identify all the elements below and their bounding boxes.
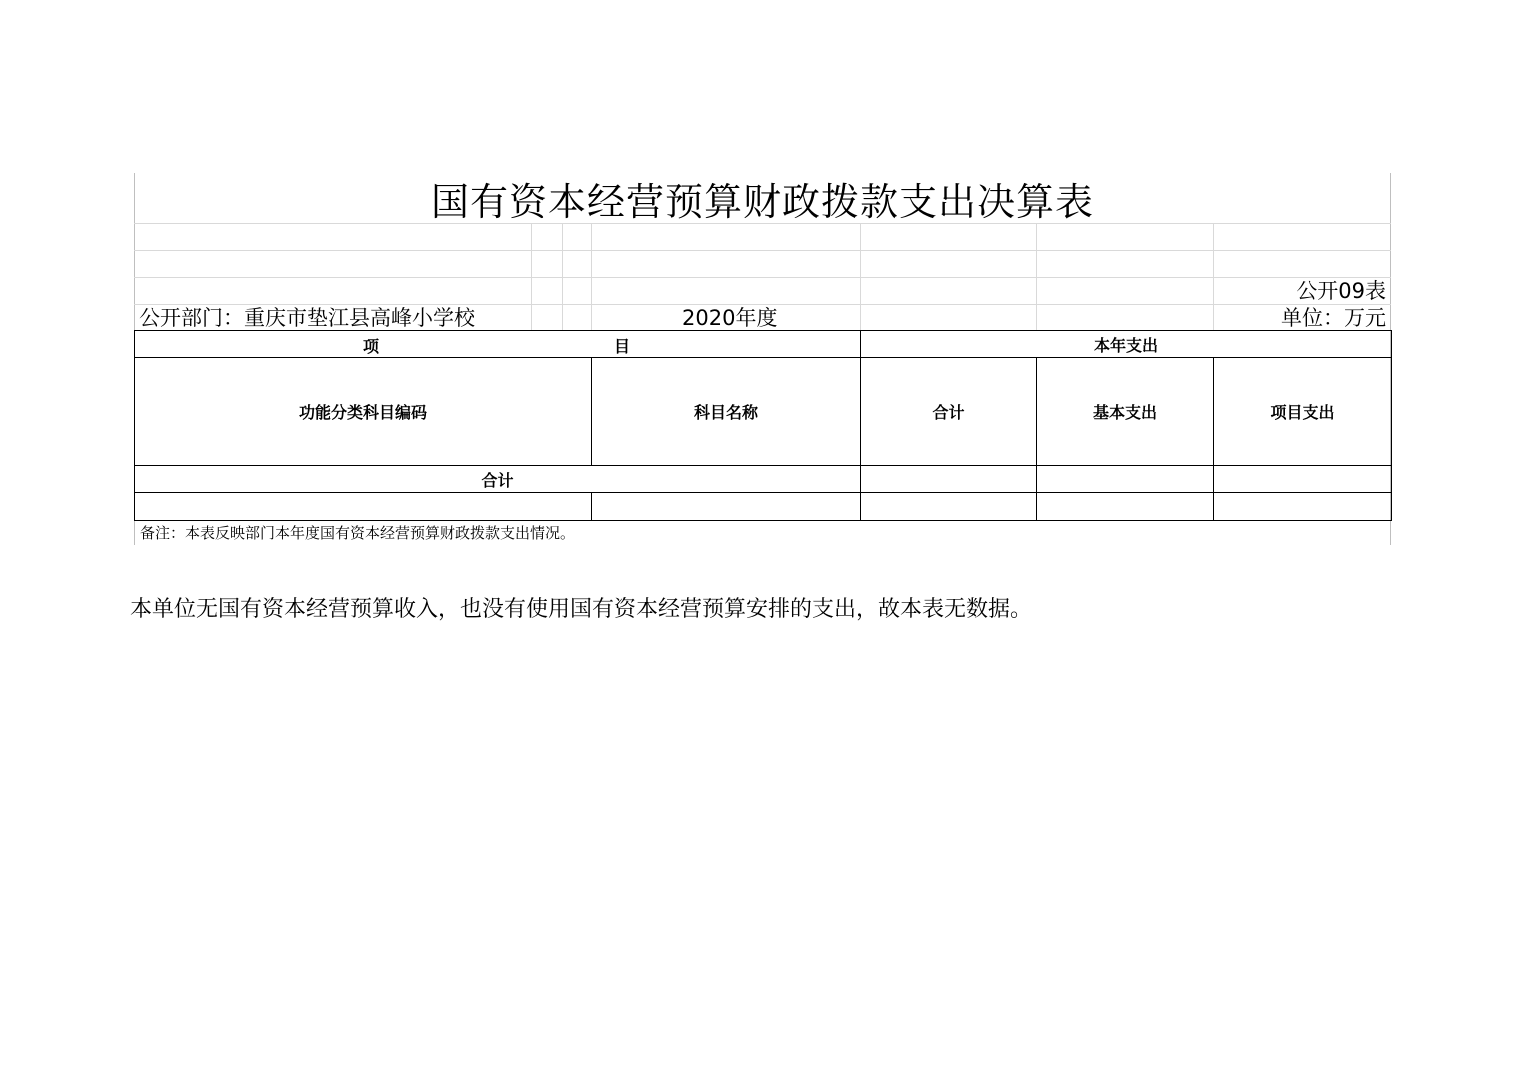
total-value-cell [861, 466, 1037, 493]
basic-value-cell [1037, 466, 1214, 493]
total-header: 合计 [861, 358, 1037, 466]
empty-cell [592, 493, 861, 521]
total-row [135, 466, 1392, 493]
table-code: 公开09表 [1296, 279, 1386, 303]
gridline [134, 250, 1391, 251]
gridline [860, 223, 861, 330]
item-header-right: 目 [614, 337, 631, 356]
header-row-2 [135, 358, 1392, 466]
no-data-statement: 本单位无国有资本经营预算收入，也没有使用国有资本经营预算安排的支出，故本表无数据。 [130, 597, 1033, 622]
gridline [591, 223, 592, 330]
gridline [1213, 223, 1214, 330]
empty-cell [1214, 493, 1392, 521]
current-year-header: 本年支出 [861, 331, 1392, 358]
total-row-label: 合计 [135, 466, 861, 493]
project-value-cell [1214, 466, 1392, 493]
department-label: 公开部门：重庆市垫江县高峰小学校 [139, 306, 475, 330]
table-note: 备注：本表反映部门本年度国有资本经营预算财政拨款支出情况。 [140, 524, 576, 542]
name-header: 科目名称 [592, 358, 861, 466]
gridline [1036, 223, 1037, 330]
fiscal-year: 2020年度 [682, 306, 778, 330]
table-row [135, 493, 1392, 521]
basic-header: 基本支出 [1037, 358, 1214, 466]
unit-label: 单位：万元 [1281, 306, 1386, 330]
empty-cell [1037, 493, 1214, 521]
code-header: 功能分类科目编码 [135, 358, 592, 466]
header-row-1 [135, 331, 1392, 358]
item-header-cell [135, 331, 861, 358]
empty-cell [135, 493, 592, 521]
gridline [134, 277, 1391, 278]
gridline [562, 223, 563, 330]
empty-cell [861, 493, 1037, 521]
project-header: 项目支出 [1214, 358, 1392, 466]
expenditure-table [134, 330, 1392, 521]
gridline [531, 223, 532, 330]
table-title: 国有资本经营预算财政拨款支出决算表 [430, 180, 1094, 224]
item-header-left: 项 [363, 337, 380, 356]
budget-sheet [134, 173, 1391, 545]
